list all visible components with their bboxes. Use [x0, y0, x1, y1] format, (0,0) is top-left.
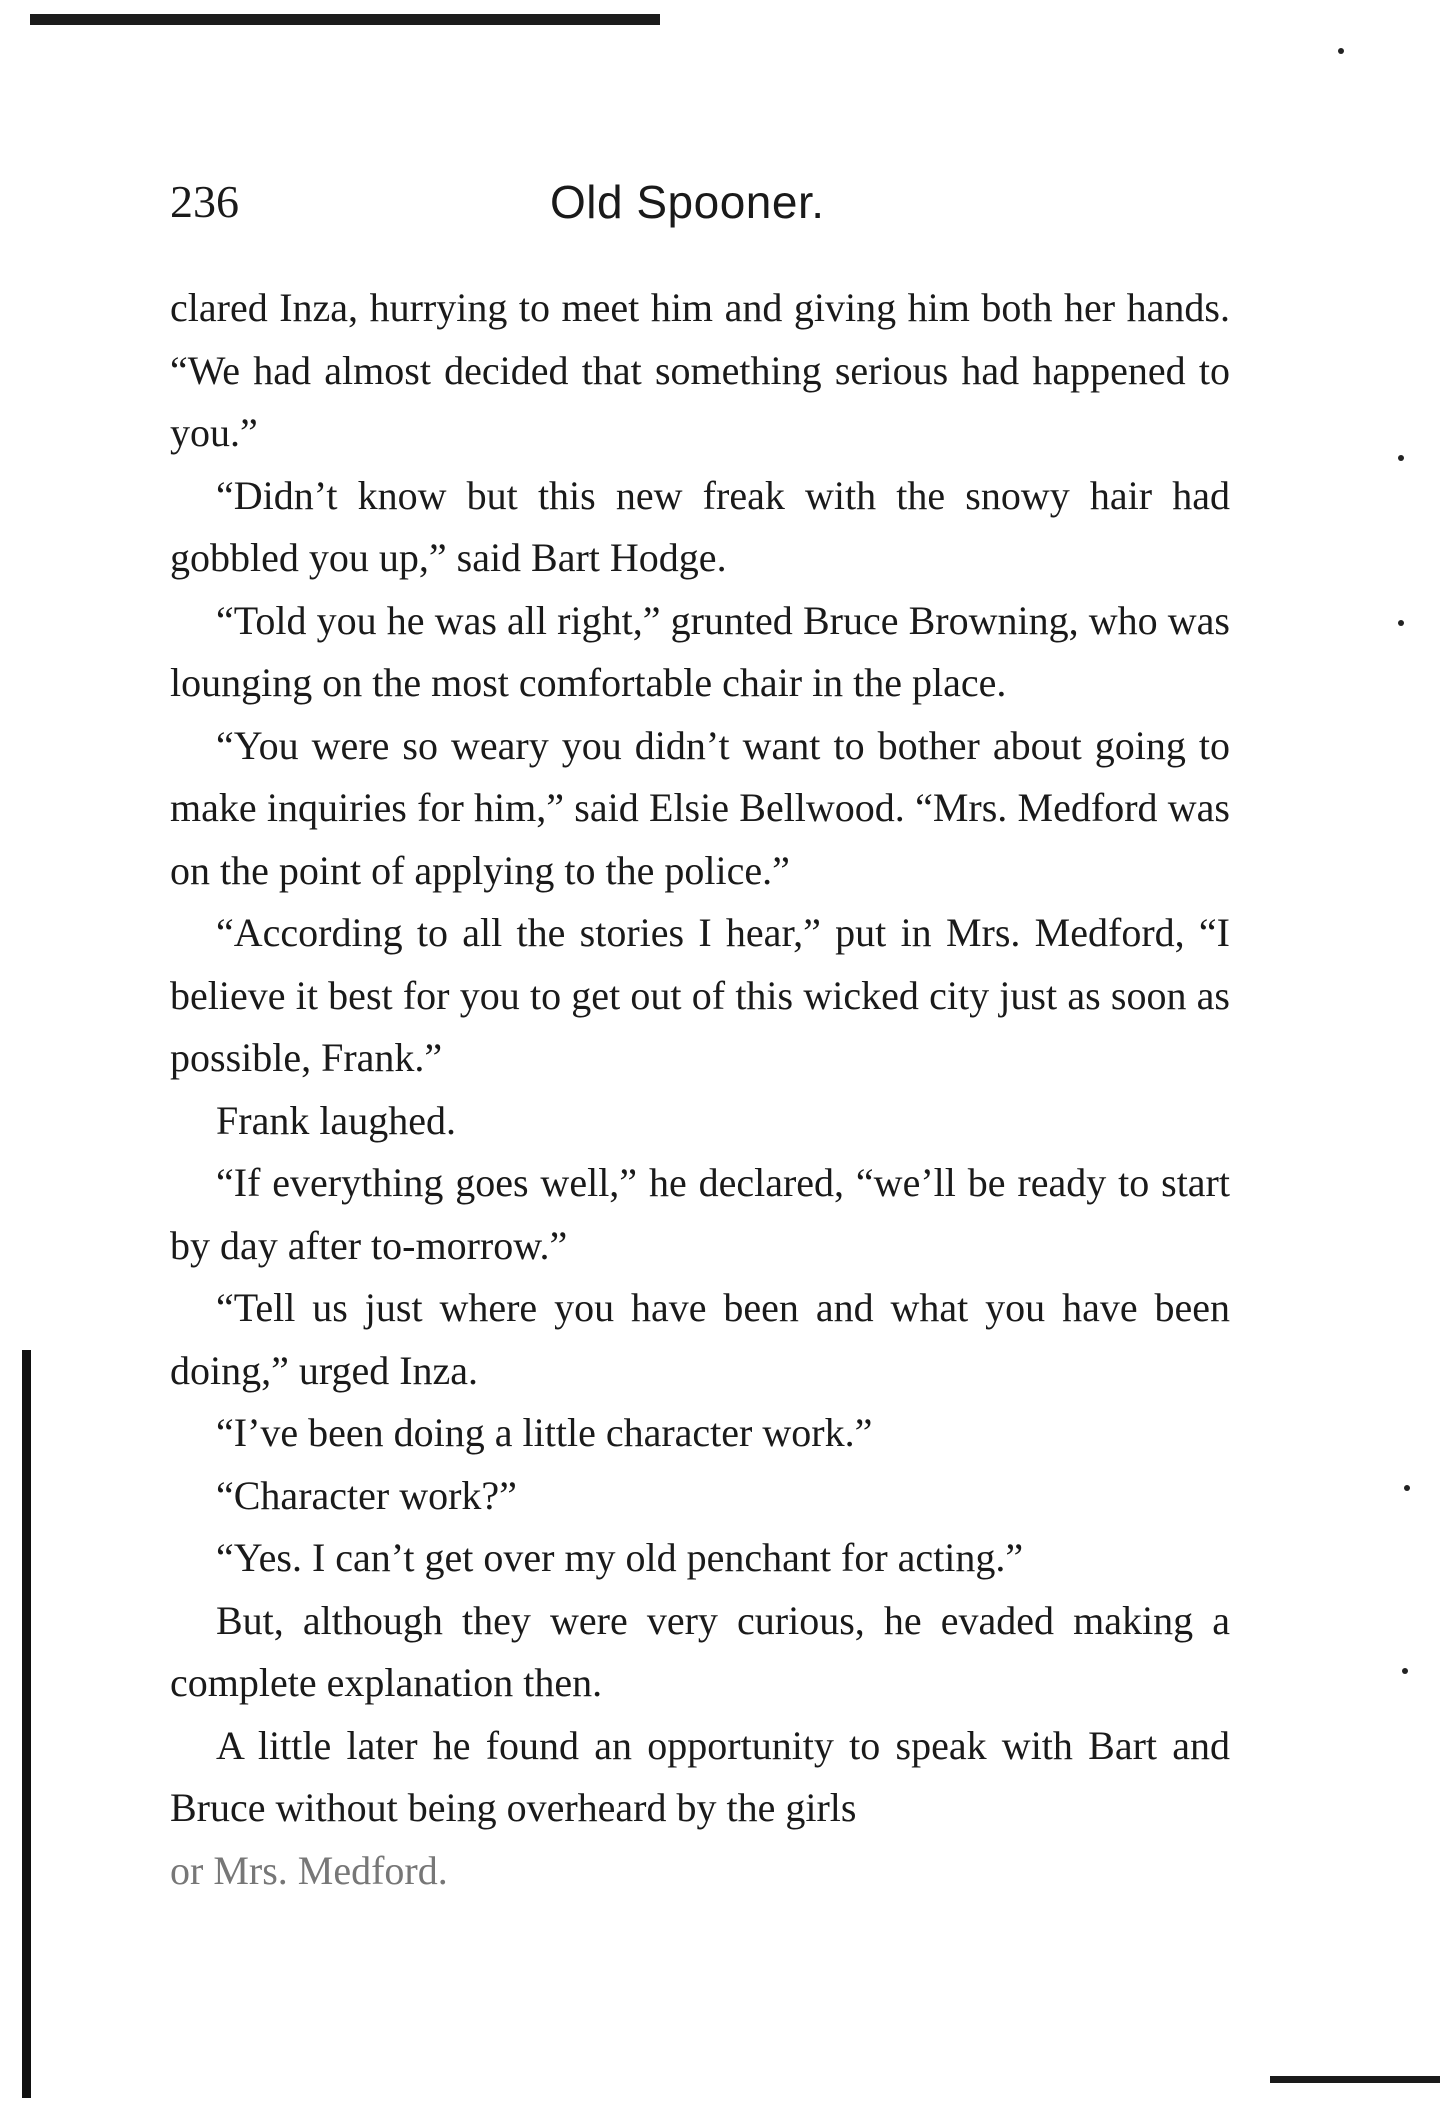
paragraph: But, although they were very curious, he evaded making a complete explanation then. [170, 1597, 1230, 1705]
speck [1398, 455, 1404, 461]
speck [1398, 620, 1404, 626]
paragraph: Frank laughed. [216, 1097, 456, 1143]
paragraph: A little later he found an opportunity to speak with Bart and Bruce without being overheard by the girls [170, 1722, 1230, 1830]
paragraph: “Yes. I can’t get over my old penchant for acting.” [216, 1535, 1024, 1580]
page-header [170, 175, 1230, 245]
body-text [170, 277, 1230, 1902]
speck [1402, 1668, 1408, 1674]
bottom-rule [1270, 2076, 1440, 2083]
running-title: Old Spooner. [550, 176, 825, 228]
left-edge-mark [22, 1350, 31, 2098]
speck [1338, 48, 1344, 54]
paragraph: “I’ve been doing a little character work.” [216, 1410, 873, 1455]
paragraph: “Tell us just where you have been and what you have been doing,” urged Inza. [170, 1285, 1230, 1393]
paragraph: “Character work?” [216, 1472, 517, 1518]
top-rule [30, 14, 660, 25]
trailing-line: or Mrs. Medford. [170, 1847, 448, 1893]
paragraph: “If everything goes well,” he declared, “we’ll be ready to start by day after to-morrow.” [170, 1160, 1230, 1268]
paragraph: “According to all the stories I hear,” put in Mrs. Medford, “I believe it best for you to get out of this wicked city just as soon as possible, Frank.” [170, 910, 1230, 1080]
paragraph: “Didn’t know but this new freak with the snowy hair had gobbled you up,” said Bart Hodge. [170, 472, 1230, 580]
page-number: 236 [170, 176, 239, 227]
paragraph: “You were so weary you didn’t want to bother about going to make inquiries for him,” said Elsie Bellwood. “Mrs. Medford was on the point of applying to the police.” [170, 722, 1230, 893]
paragraph: clared Inza, hurrying to meet him and giving him both her hands. “We had almost decided that something serious had happened to you.” [170, 285, 1230, 455]
paragraph: “Told you he was all right,” grunted Bruce Browning, who was lounging on the most comfortable chair in the place. [170, 597, 1230, 705]
speck [1404, 1485, 1410, 1491]
